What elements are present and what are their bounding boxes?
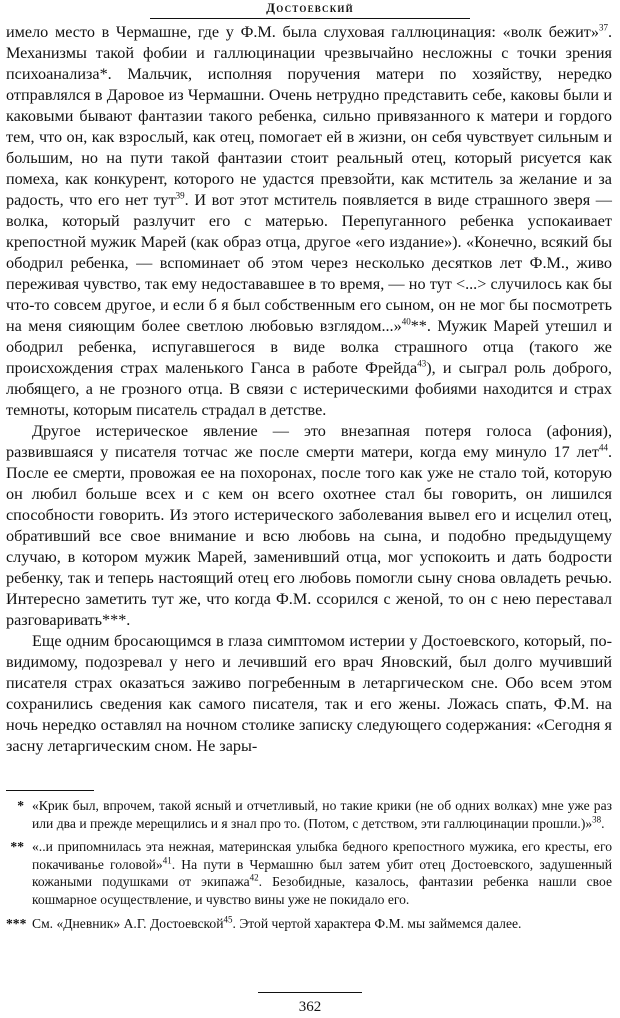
endnote-ref: 40 xyxy=(401,316,411,327)
footnote-mark: * xyxy=(17,798,24,813)
main-text xyxy=(6,22,612,757)
endnote-ref: 38 xyxy=(592,814,602,825)
endnote-ref: 37 xyxy=(598,22,608,33)
text-run: Другое истерическое явление — это внезапная потеря голоса (афония), развившаяся у писателя тотчас же после смерти матери, когда ему минуло 17 лет xyxy=(6,422,612,461)
text-run: . xyxy=(601,815,605,831)
text-run: Еще одним бросающимся в глаза симптомом истерии у Достоевского, который, по-видимому, подозревал у него и лечивший его врач Яновский, был долго мучивший писателя страх оказаться заживо погребенным в летаргическом сне. Обо всем этом сохранились сведения как самого писателя, так и его жены. Ложась спать, Ф.М. на ночь нередко оставлял на ночном столике записку следующего содержания: «Сегодня я засну летаргическим сном. Не зары- xyxy=(6,632,612,755)
paragraph-2 xyxy=(6,421,612,631)
footnote-mark: ** xyxy=(10,839,24,855)
text-run: . После ее смерти, провожая ее на похоронах, после того как уже не стало той, которую он любил больше всех и с кем он всего охотнее стал бы говорить, он лишился способности говорить. Из этого истерического заболевания вывел его и исцелил отец, обративший все свое внимание и всю любовь на сына, и подобно предыдущему случаю, в котором мужик Марей, заменивший отца, мог успокоить и дать бодрости ребенку, так и теперь настоящий отец его любовь помогли сыну снова овладеть речью. Интересно заметить тут же, что когда Ф.М. ссорился с женой, то он с нею переставал разговаривать***. xyxy=(6,443,612,629)
page-number: 362 xyxy=(298,999,322,1015)
endnote-ref: 43 xyxy=(417,358,427,369)
endnote-ref: 45 xyxy=(223,914,233,925)
endnote-ref: 41 xyxy=(162,855,172,866)
running-header: Достоевский xyxy=(266,0,354,15)
text-run: См. «Дневник» А.Г. Достоевской xyxy=(32,915,224,931)
footnote-text xyxy=(32,915,612,933)
text-run: ), и сыграл роль доброго, любящего, а не грозного отца. В связи с истерическими фобиями находится и страх темноты, которым писатель страдал в детстве. xyxy=(6,359,612,419)
text-run: . И вот этот мститель появляется в виде страшного зверя — волка, который разлучит его с матерью. Перепуганного ребенка успокаивает крепостной мужик Марей (как образ отца, другое «его издание»). «Конечно, всякий бы ободрил ребенка, — вспоминает об этом через несколько десятков лет Ф.М., живо переживая чувство, так ему недостававшее в то время, — но тут <...> случилось как бы что-то совсем другое, и если б я был собственным его сыном, он не мог бы посмотреть на меня сияющим более светлою любовью взглядом...» xyxy=(6,191,612,335)
endnote-ref: 39 xyxy=(175,190,185,201)
footnote xyxy=(6,915,612,933)
endnote-ref: 42 xyxy=(249,872,259,883)
footnote xyxy=(6,838,612,908)
text-run: . Безобидные, казалось, фантазии ребенка нашли свое кошмарное осуществление, и чувство вины уже не покидало его. xyxy=(32,874,612,907)
footnotes xyxy=(6,797,612,938)
header-rule xyxy=(150,18,470,19)
text-run: . Этой чертой характера Ф.М. мы займемся далее. xyxy=(232,915,522,931)
endnote-ref: 44 xyxy=(598,442,608,453)
text-run: «Крик был, впрочем, такой ясный и отчетливый, но такие крики (не об одних волках) мне уже раз или два и прежде мерещились и я знал про то. (Потом, с детством, эти галлюцинации прошли.)» xyxy=(32,798,612,831)
footnote-text xyxy=(32,838,612,908)
footnote xyxy=(6,797,612,832)
text-run: имело место в Чермашне, где у Ф.М. была слуховая галлюцинация: «волк бежит» xyxy=(6,23,599,41)
footnote-text xyxy=(32,797,612,832)
footnote-mark: *** xyxy=(6,915,27,931)
footnote-rule xyxy=(6,790,94,791)
text-run: «..и припомнилась эта нежная, материнская улыбка бедного крепостного мужика, его кресты, его покачиванье головой» xyxy=(32,839,612,872)
page-number-rule xyxy=(258,992,362,993)
text-run: **. Мужик Марей утешил и ободрил ребенка, испугавшегося в виде волка страшного отца (такого же происхождения страх маленького Ганса в работе Фрейда xyxy=(6,317,612,377)
text-run: . Механизмы такой фобии и галлюцинации чрезвычайно несложны с точки зрения психоанализа*. Мальчик, исполняя поручения матери по хозяйству, нередко отправлялся в Даровое из Чермашни. Очень нетрудно представить себе, каковы были и каковыми бывают фантазии такого ребенка, сильно привязанного к матери и гордого тем, что он, как взрослый, как отец, помогает ей в жизни, он себя чувствует сильным и большим, но на пути такой фантазии стоит реальный отец, который рисуется как помеха, как конкурент, которого не удастся превзойти, как мститель за желание и за радость, что его нет тут xyxy=(6,23,612,209)
paragraph-1 xyxy=(6,22,612,421)
text-run: . На пути в Чермашню был затем убит отец Достоевского, задушенный кожаными подушками от экипажа xyxy=(32,856,612,890)
paragraph-3 xyxy=(6,631,612,757)
